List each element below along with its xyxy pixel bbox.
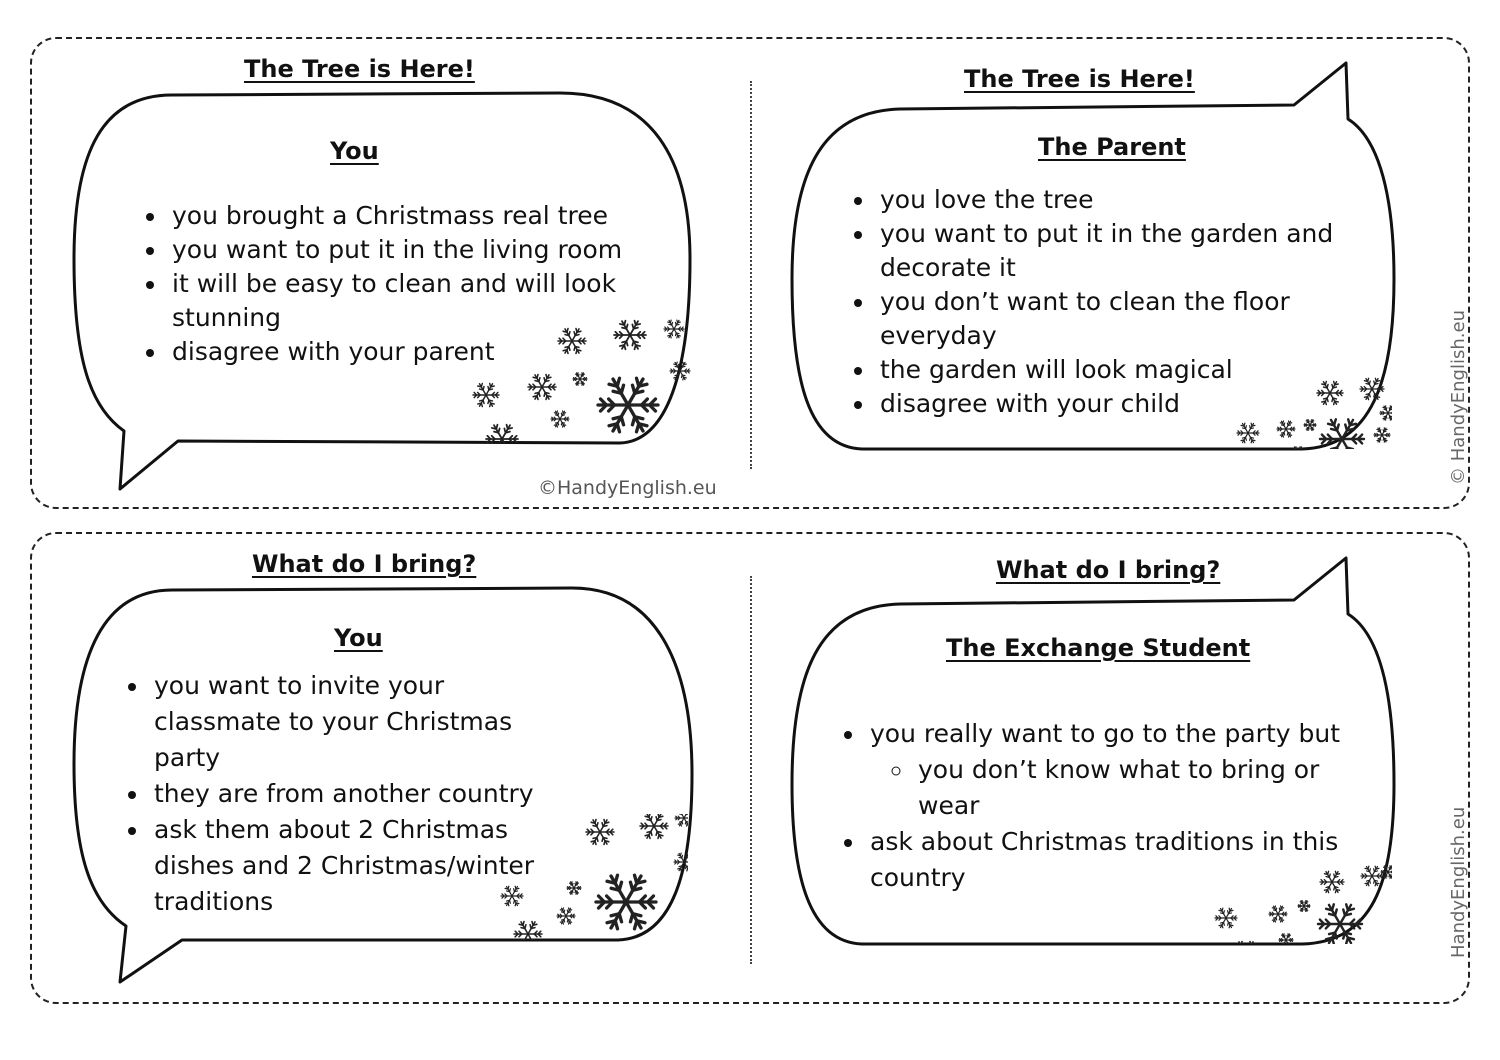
sub-list-item: ◦ you don’t know what to bring or wear	[914, 752, 1366, 824]
list-item: • you want to put it in the living room	[168, 233, 668, 267]
snowflake-icon	[1277, 421, 1295, 437]
snowflake-icon	[1215, 908, 1237, 928]
list-item: • you don’t want to clean the floor everyday	[876, 285, 1366, 353]
copyright-label: ©HandyEnglish.eu	[538, 477, 717, 499]
snowflake-icon	[1317, 381, 1343, 404]
role-card-party	[30, 532, 1470, 1004]
snowflake-icon	[1320, 419, 1364, 449]
list-item: • disagree with your parent	[168, 335, 668, 369]
snowflake-icon	[1318, 904, 1362, 943]
card-topic-title: The Tree is Here!	[244, 55, 475, 83]
list-item: • the garden will look magical	[876, 353, 1366, 387]
list-item-text: you really want to go to the party but	[870, 719, 1341, 748]
snowflake-icon	[1298, 901, 1310, 912]
list-item: • ask about Christmas traditions in this country	[866, 824, 1366, 896]
sub-list	[870, 752, 1366, 824]
snowflake-icon	[1279, 934, 1293, 944]
snowflake-icon	[1304, 420, 1316, 431]
list-item: • disagree with your child	[876, 387, 1366, 421]
role-title: The Exchange Student	[946, 634, 1251, 662]
snowflake-icon	[1380, 406, 1392, 420]
snowflake-decoration	[1202, 349, 1392, 449]
snowflake-icon	[1374, 428, 1390, 442]
list-item: • you love the tree	[876, 183, 1366, 217]
list-item: • you want to put it in the garden and decorate it	[876, 217, 1366, 285]
role-title: The Parent	[1038, 133, 1186, 161]
role-card-tree	[30, 37, 1470, 509]
snowflake-icon	[1361, 866, 1383, 886]
list-item: • ask them about 2 Christmas dishes and 2 Christmas/winter traditions	[150, 812, 570, 920]
snowflake-icon	[1232, 941, 1260, 944]
list-item: • you want to invite your classmate to your Christmas party	[150, 668, 570, 776]
role-title: You	[330, 137, 379, 165]
snowflake-icon	[1269, 906, 1287, 922]
snowflake-icon	[1237, 423, 1259, 443]
list-item: • it will be easy to clean and will look stunning	[168, 267, 668, 335]
snowflake-icon	[1291, 447, 1305, 449]
copyright-label-vertical: HandyEnglish.eu	[1448, 806, 1469, 958]
snowflake-icon	[1360, 378, 1384, 399]
role-title: You	[334, 624, 383, 652]
copyright-label-vertical: © HandyEnglish.eu	[1448, 310, 1469, 485]
snowflake-icon	[1320, 871, 1344, 892]
card-topic-title: What do I bring?	[996, 556, 1221, 584]
list-item: • you brought a Christmass real tree	[168, 199, 668, 233]
list-item: • they are from another country	[150, 776, 570, 812]
card-topic-title: The Tree is Here!	[964, 65, 1195, 93]
snowflake-decoration	[1182, 844, 1392, 944]
card-topic-title: What do I bring?	[252, 550, 477, 578]
list-item	[866, 716, 1366, 824]
